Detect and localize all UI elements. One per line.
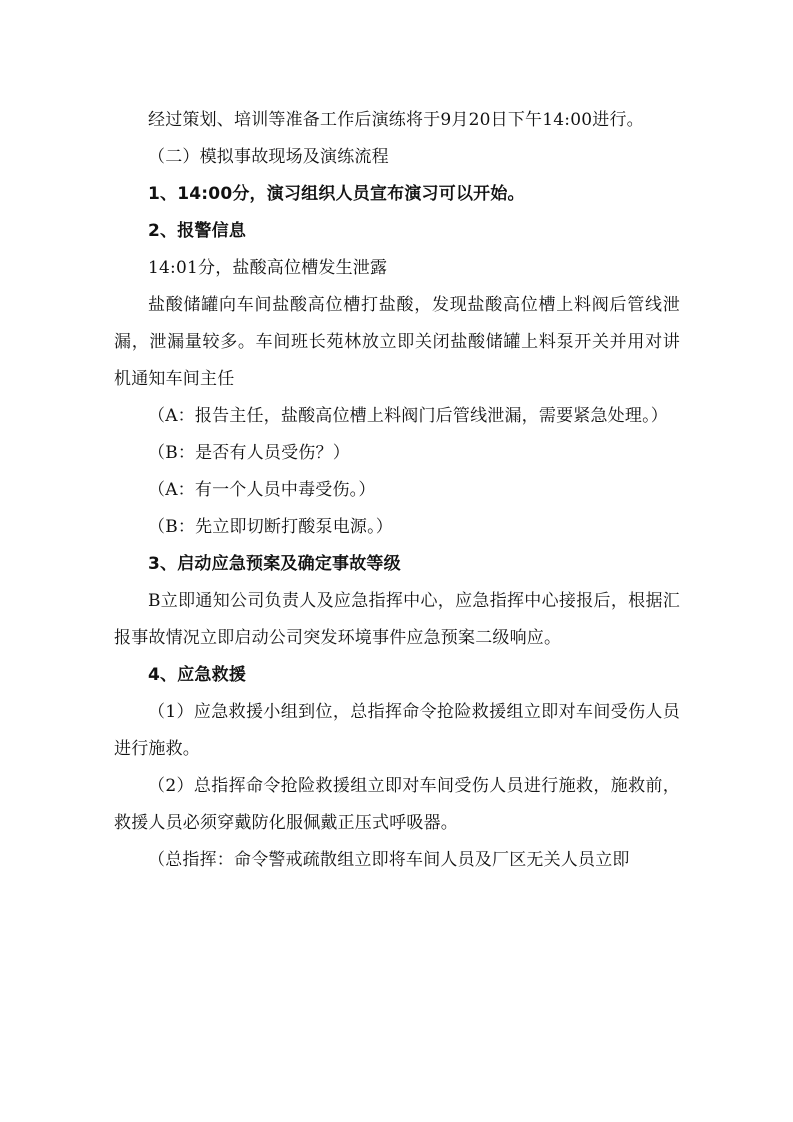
dialogue-a-injury-answer: （A：有一个人员中毒受伤。） bbox=[148, 480, 376, 500]
step-heading-rescue: 4、应急救援 bbox=[148, 665, 247, 685]
section-heading-scenario: （二）模拟事故现场及演练流程 bbox=[148, 147, 389, 167]
step-heading-alarm: 2、报警信息 bbox=[148, 221, 247, 241]
paragraph-rescue-1: （1）应急救援小组到位，总指挥命令抢险救援组立即对车间受伤人员进行施救。 bbox=[114, 702, 680, 759]
paragraph-notify-command: B立即通知公司负责人及应急指挥中心，应急指挥中心接报后，根据汇报事故情况立即启动公司突发环境事件应急预案二级响应。 bbox=[114, 591, 680, 648]
step-heading-start: 1、14:00分，演习组织人员宣布演习可以开始。 bbox=[148, 184, 525, 204]
document-body bbox=[114, 102, 680, 879]
dialogue-b-cut-power: （B：先立即切断打酸泵电源。） bbox=[148, 517, 393, 537]
paragraph-drill-schedule: 经过策划、培训等准备工作后演练将于9月20日下午14:00进行。 bbox=[148, 110, 644, 130]
paragraph-leak-description: 盐酸储罐向车间盐酸高位槽打盐酸，发现盐酸高位槽上料阀后管线泄漏，泄漏量较多。车间班长苑林放立即关闭盐酸储罐上料泵开关并用对讲机通知车间主任 bbox=[114, 295, 680, 389]
paragraph-rescue-2: （2）总指挥命令抢险救援组立即对车间受伤人员进行施救，施救前，救援人员必须穿戴防化服佩戴正压式呼吸器。 bbox=[114, 776, 680, 833]
dialogue-a-report: （A：报告主任，盐酸高位槽上料阀门后管线泄漏，需要紧急处理。） bbox=[148, 406, 668, 426]
dialogue-b-injury-question: （B：是否有人员受伤？） bbox=[148, 443, 350, 463]
paragraph-commander-order: （总指挥：命令警戒疏散组立即将车间人员及厂区无关人员立即 bbox=[148, 850, 630, 870]
paragraph-leak-time: 14:01分，盐酸高位槽发生泄露 bbox=[148, 258, 388, 278]
step-heading-emergency-plan: 3、启动应急预案及确定事故等级 bbox=[148, 554, 401, 574]
